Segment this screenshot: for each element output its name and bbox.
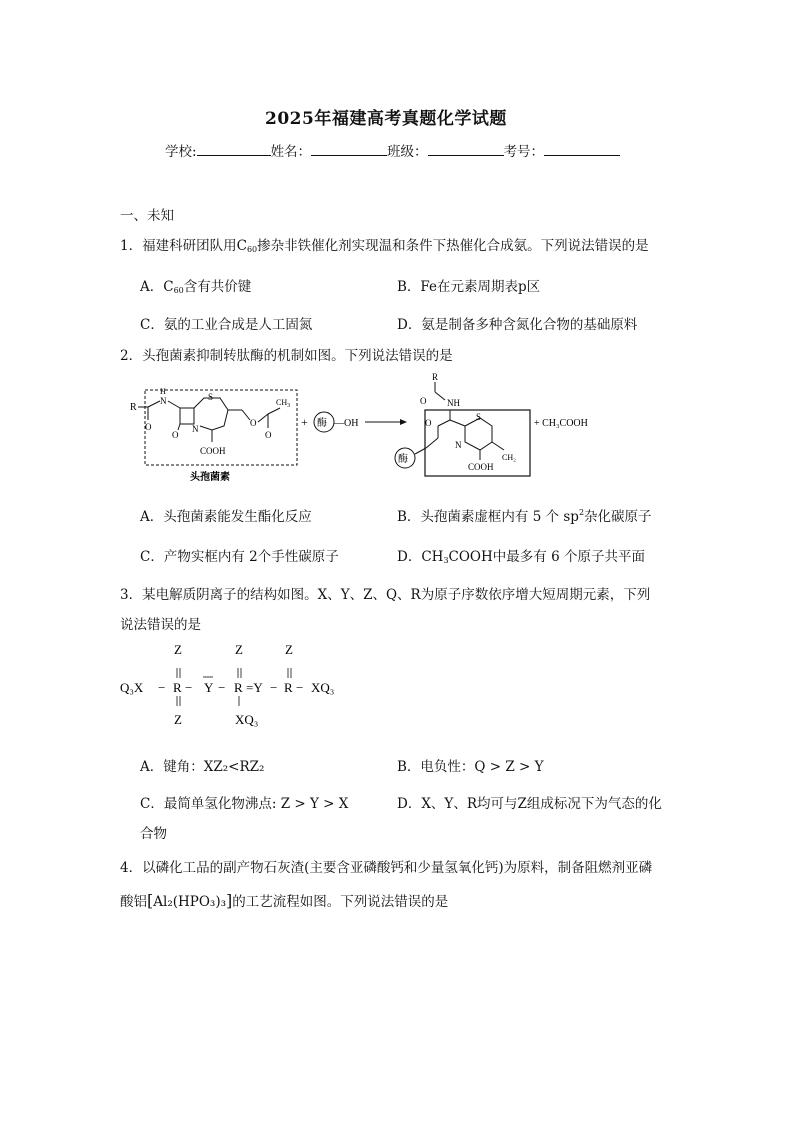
- option-d-letter: D．: [397, 549, 422, 565]
- q2-option-d[interactable]: [397, 545, 645, 565]
- r-group-label: R: [130, 402, 137, 413]
- electronegativity-relation: Q > Z > Y: [474, 759, 544, 775]
- question-2-stem: 2．头孢菌素抑制转肽酶的机制如图。下列说法错误的是: [120, 348, 453, 364]
- c60-formula: C: [236, 238, 247, 254]
- y-atom-bar: Y: [204, 680, 214, 695]
- r-atom-2: R: [234, 680, 243, 695]
- c60-formula: C: [163, 279, 174, 295]
- school-field[interactable]: [197, 142, 271, 156]
- dash-5: −: [296, 680, 304, 695]
- dash-4: −: [270, 680, 278, 695]
- c60-subscript: 60: [246, 245, 258, 254]
- z-bottom: Z: [174, 712, 182, 727]
- sulfur-label: S: [208, 392, 214, 402]
- q3-option-d-line-2: 合物: [140, 826, 167, 842]
- q3-option-b[interactable]: [397, 755, 544, 775]
- q3x-left-label: Q₃X: [120, 680, 144, 695]
- product-o-label: O: [420, 396, 427, 406]
- option-a-letter: A．: [140, 279, 164, 295]
- product-cooh-label: COOH: [468, 462, 494, 472]
- product-nh-label: NH: [447, 398, 460, 408]
- c60-subscript: 60: [173, 286, 184, 295]
- carbonyl-oxygen-label: O: [265, 430, 272, 440]
- acetic-acid-label: + CH₃COOH: [534, 418, 588, 429]
- question-3-stem-line-1: 3．某电解质阴离子的结构如图。X、Y、Z、Q、R为原子序数依序增大短周期元素，下列: [120, 587, 651, 603]
- option-a-text: A．键角：: [140, 759, 204, 775]
- eq-y-label: =Y: [246, 680, 263, 695]
- product-n-label: N: [455, 440, 462, 450]
- z-top-3: Z: [285, 642, 293, 657]
- plus-sign: +: [301, 415, 308, 429]
- oxygen-label: O: [145, 422, 152, 432]
- z-top-2: Z: [235, 642, 243, 657]
- z-top-1: Z: [174, 642, 182, 657]
- option-d-text: 中最多有 6 个原子共平面: [492, 549, 645, 565]
- product-enzyme-label: 酶: [398, 454, 408, 465]
- option-b-text: B．电负性：: [397, 759, 475, 775]
- product-o2-label: O: [425, 418, 432, 428]
- option-b-text-2: 杂化碳原子: [584, 509, 652, 525]
- q1-option-a[interactable]: [140, 275, 251, 295]
- cephalosporin-mechanism-figure: [120, 368, 600, 486]
- q1-option-b[interactable]: B．Fe在元素周期表p区: [397, 279, 541, 295]
- ester-oxygen-label: O: [250, 418, 257, 428]
- name-label: 姓名：: [270, 144, 312, 160]
- option-a-text: 含有共价键: [183, 279, 252, 295]
- aluminium-phosphite-formula: Al₂(HPO₃)₃: [153, 894, 227, 910]
- dash-2: −: [185, 680, 193, 695]
- r-atom-3: R: [284, 680, 293, 695]
- q3-option-c[interactable]: [140, 792, 348, 812]
- q2-option-a[interactable]: A．头孢菌素能发生酯化反应: [140, 509, 312, 525]
- n-label: N: [160, 396, 167, 406]
- formula-subscript: 3: [443, 556, 449, 565]
- class-label: 班级：: [387, 144, 428, 160]
- page-title: 2025年福建高考真题化学试题: [265, 109, 507, 129]
- q1-stem-text-2: 掺杂非铁催化剂实现温和条件下热催化合成氨。下列说法错误的是: [257, 238, 649, 254]
- student-info-line: [165, 140, 620, 160]
- lactam-n-label: N: [192, 424, 199, 434]
- bond-angle-relation: XZ₂<RZ₂: [203, 759, 265, 775]
- formula-ch: CH: [421, 549, 444, 565]
- lactam-oxygen-label: O: [172, 430, 179, 440]
- enzyme-label: 酶: [317, 418, 327, 429]
- class-field[interactable]: [428, 142, 504, 156]
- q1-option-d[interactable]: D．氨是制备多种含氮化合物的基础原料: [397, 317, 638, 333]
- q1-option-c[interactable]: C．氨的工业合成是人工固氮: [140, 317, 313, 333]
- q3-option-d-line-1[interactable]: D．X、Y、R均可与Z组成标况下为气态的化: [397, 796, 662, 812]
- product-s-label: S: [476, 412, 482, 422]
- q3-option-a[interactable]: [140, 755, 264, 775]
- question-4-stem-line-2: 酸铝[Al₂(HPO₃)₃]的工艺流程如图。下列说法错误的是: [120, 891, 449, 910]
- oh-label: —OH: [334, 418, 359, 429]
- question-4-stem-line-1: 4．以磷化工品的副产物石灰渣(主要含亚磷酸钙和少量氢氧化钙)为原料，制备阻燃剂亚磷: [120, 860, 653, 876]
- q2-option-c[interactable]: C．产物实框内有 2个手性碳原子: [140, 549, 339, 565]
- cooh-label: COOH: [200, 446, 226, 456]
- xq3-below-label: XQ₃: [235, 712, 259, 727]
- h-label: H: [160, 387, 166, 396]
- dash-3: −: [218, 680, 226, 695]
- question-1-stem: [120, 234, 649, 254]
- q1-stem-text: 1．福建科研团队用: [120, 238, 237, 254]
- xq3-right-label: XQ₃: [311, 680, 335, 695]
- question-3-stem-line-2: 说法错误的是: [120, 617, 201, 633]
- q4-text: 酸铝: [120, 894, 147, 910]
- r-atom-1: R: [173, 680, 182, 695]
- sp2-superscript: 2: [578, 508, 585, 517]
- option-b-text: B．头孢菌素虚框内有 5 个 sp: [397, 509, 579, 525]
- dash-1: −: [158, 680, 166, 695]
- ch3-label: $CH_3$: [276, 398, 291, 409]
- school-label: 学校:: [165, 144, 197, 160]
- q4-text-2: 的工艺流程如图。下列说法错误的是: [232, 894, 449, 910]
- exam-no-label: 考号：: [503, 144, 545, 160]
- ch2-label: CH₂: [502, 453, 516, 462]
- option-c-text: C．最简单氢化物沸点:: [140, 796, 277, 812]
- cephalosporin-caption: 头孢菌素: [190, 472, 230, 483]
- exam-no-field[interactable]: [544, 142, 620, 156]
- section-heading: 一、未知: [120, 208, 174, 224]
- anion-structure-figure: [118, 640, 378, 735]
- product-r-label: R: [432, 372, 439, 382]
- formula-cooh: COOH: [448, 549, 493, 565]
- boiling-point-relation: Z > Y > X: [280, 796, 349, 812]
- q2-option-b[interactable]: [397, 505, 652, 525]
- name-field[interactable]: [311, 142, 387, 156]
